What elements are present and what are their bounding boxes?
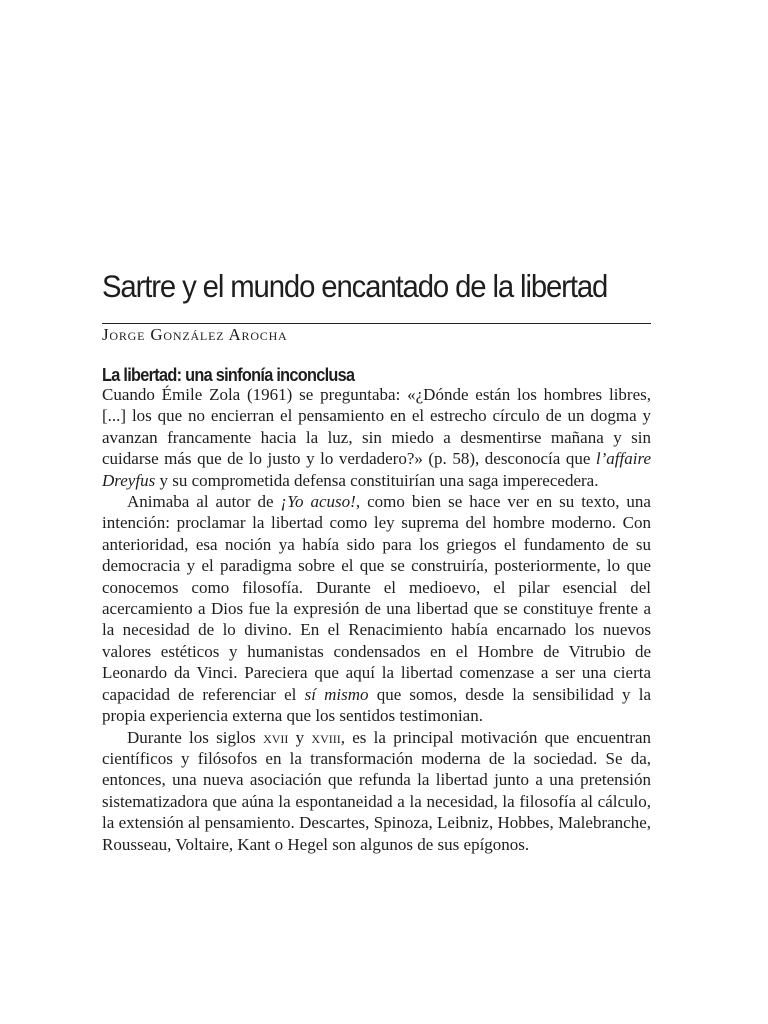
paragraph-2-emphasis-2: sí mismo <box>304 684 369 704</box>
paragraph-3-text-a: Durante los siglos <box>127 727 264 747</box>
section-heading: La libertad: una sinfonía inconclusa <box>102 364 355 385</box>
title-rule <box>102 323 651 324</box>
paragraph-2-text-b: , como bien se hace ver en su texto, una intención: proclamar la libertad como ley suprema del hombre moderno. Con anterioridad, esa noción ya había sido para los griegos el fundamento de su democracia y el paradigma sobre el que se construiría, posteriormente, lo que conocemos como filosofía. Durante el medioevo, el pilar esencial del acercamiento a Dios fue la expresión de una libertad que se constituye frente a la necesidad de lo divino. En el Renacimiento había encarnado los nuevos valores estéticos y humanistas condensados en el Hombre de Vitrubio de Leonardo da Vinci. Pareciera que aquí la libertad comenzase a ser una cierta capacidad de referenciar el <box>102 492 651 704</box>
paragraph-3-conjunction: y <box>288 727 312 747</box>
paragraph-2-text-a: Animaba al autor de <box>127 492 281 512</box>
paragraph-3-text-b: , es la principal motivación que encuentran científicos y filósofos en la transformación moderna de la sociedad. Se da, entonces, una nueva asociación que refunda la libertad junto a una pretensión sistematizadora que aúna la espontaneidad a la necesidad, la filosofía al cálculo, la extensión al pensamiento. Descartes, Spinoza, Leibniz, Hobbes, Malebranche, Rousseau, Voltaire, Kant o Hegel son algunos de sus epígonos. <box>102 727 652 854</box>
century-numeral-1: xvii <box>263 727 289 747</box>
paragraph-1-text-a: Cuando Émile Zola (1961) se preguntaba: «¿Dónde están los hombres libres, [...] los que no encierran el pensamiento en el estrecho círculo de un dogma y avanzan francamente hacia la luz, sin miedo a desmentirse mañana y sin cuidarse más que de lo justo y lo verdadero?» (p. 58), desconocía que <box>102 385 651 469</box>
paragraph-2 <box>102 491 651 726</box>
article-title: Sartre y el mundo encantado de la libertad <box>102 268 608 304</box>
paragraph-1 <box>102 384 651 491</box>
paragraph-1-text-b: y su comprometida defensa constituirían una saga imperecedera. <box>155 470 599 490</box>
century-numeral-2: xviii <box>311 727 341 747</box>
paragraph-2-emphasis-1: ¡Yo acuso! <box>280 492 356 512</box>
paragraph-2-text-c: que somos, desde la sensibilidad y la propia experiencia externa que los sentidos testimonian. <box>102 684 652 726</box>
author-name: Jorge González Arocha <box>102 325 288 344</box>
body-text <box>102 384 651 855</box>
paragraph-3 <box>102 727 651 855</box>
paragraph-1-emphasis: l’affaire Dreyfus <box>102 449 651 490</box>
